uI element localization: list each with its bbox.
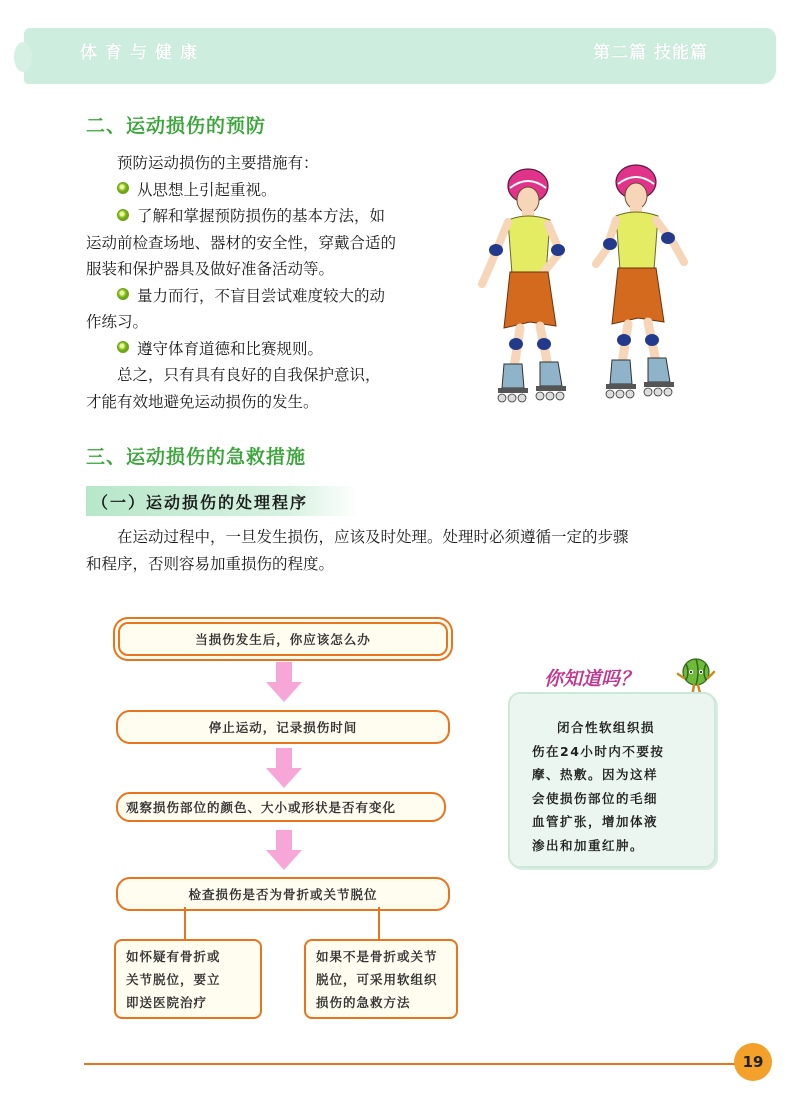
inline-skaters-illustration <box>476 158 706 420</box>
bullet-icon <box>117 182 129 194</box>
prevention-text-block <box>86 150 456 415</box>
prevention-intro: 预防运动损伤的主要措施有： <box>117 154 319 172</box>
prevention-bullet-2-cont-1: 运动前检查场地、器材的安全性，穿戴合适的 <box>86 233 397 252</box>
prevention-conclusion-2: 才能有效地避免运动损伤的发生。 <box>86 392 319 411</box>
flowchart-connector-right <box>378 907 380 939</box>
section-title-first-aid: 三、运动损伤的急救措施 <box>86 446 307 468</box>
prevention-bullet-2-cont-2: 服装和保护器具及做好准备活动等。 <box>86 260 335 278</box>
down-arrow-icon <box>266 830 302 870</box>
prevention-conclusion-1: 总之，只有具有良好的自我保护意识， <box>117 366 381 384</box>
skater-left <box>482 169 566 402</box>
did-you-know-text: 闭合性软组织损 伤在24小时内不要按 摩、热敷。因为这样 会使损伤部位的毛细 血管扩张，增加体液 渗出和加重红肿。 <box>532 720 665 853</box>
subsection-title: （一）运动损伤的处理程序 <box>92 493 309 512</box>
down-arrow-icon <box>266 748 302 788</box>
prevention-bullet-4: 遵守体育道德和比赛规则。 <box>86 336 456 363</box>
prevention-bullet-3-cont: 作练习。 <box>86 313 149 331</box>
section-title-prevention: 二、运动损伤的预防 <box>86 115 267 137</box>
bullet-icon <box>117 288 129 300</box>
flowchart-step-1: 当损伤发生后，你应该怎么办 <box>118 622 448 656</box>
skater-right <box>596 165 684 398</box>
header-chapter-title: 第二篇 技能篇 <box>593 43 708 63</box>
prevention-bullet-3: 量力而行，不盲目尝试难度较大的动 <box>86 283 456 310</box>
procedure-paragraph-line-1: 在运动过程中，一旦发生损伤，应该及时处理。处理时必须遵循一定的步骤 <box>117 528 629 546</box>
flowchart-connector-left <box>184 907 186 939</box>
flowchart-step-4: 检查损伤是否为骨折或关节脱位 <box>116 877 450 911</box>
flowchart-step-3: 观察损伤部位的颜色、大小或形状是否有变化 <box>116 792 446 822</box>
did-you-know-title: 你知道吗？ <box>544 668 640 690</box>
header-book-title: 体育与健康 <box>80 43 205 63</box>
prevention-bullet-1: 从思想上引起重视。 <box>86 177 456 204</box>
bullet-icon <box>117 209 129 221</box>
flowchart-step-2: 停止运动，记录损伤时间 <box>116 710 450 744</box>
flowchart-branch-soft-tissue: 如果不是骨折或关节 脱位，可采用软组织 损伤的急救方法 <box>304 939 458 1019</box>
procedure-paragraph <box>86 524 736 577</box>
bullet-icon <box>117 341 129 353</box>
prevention-bullet-2: 了解和掌握预防损伤的基本方法，如 <box>86 203 456 230</box>
footer-rule <box>84 1063 736 1065</box>
down-arrow-icon <box>266 662 302 702</box>
flowchart-branch-fracture: 如怀疑有骨折或 关节脱位，要立 即送医院治疗 <box>114 939 262 1019</box>
procedure-paragraph-line-2: 和程序，否则容易加重损伤的程度。 <box>86 554 335 573</box>
page-number: 19 <box>734 1043 772 1081</box>
